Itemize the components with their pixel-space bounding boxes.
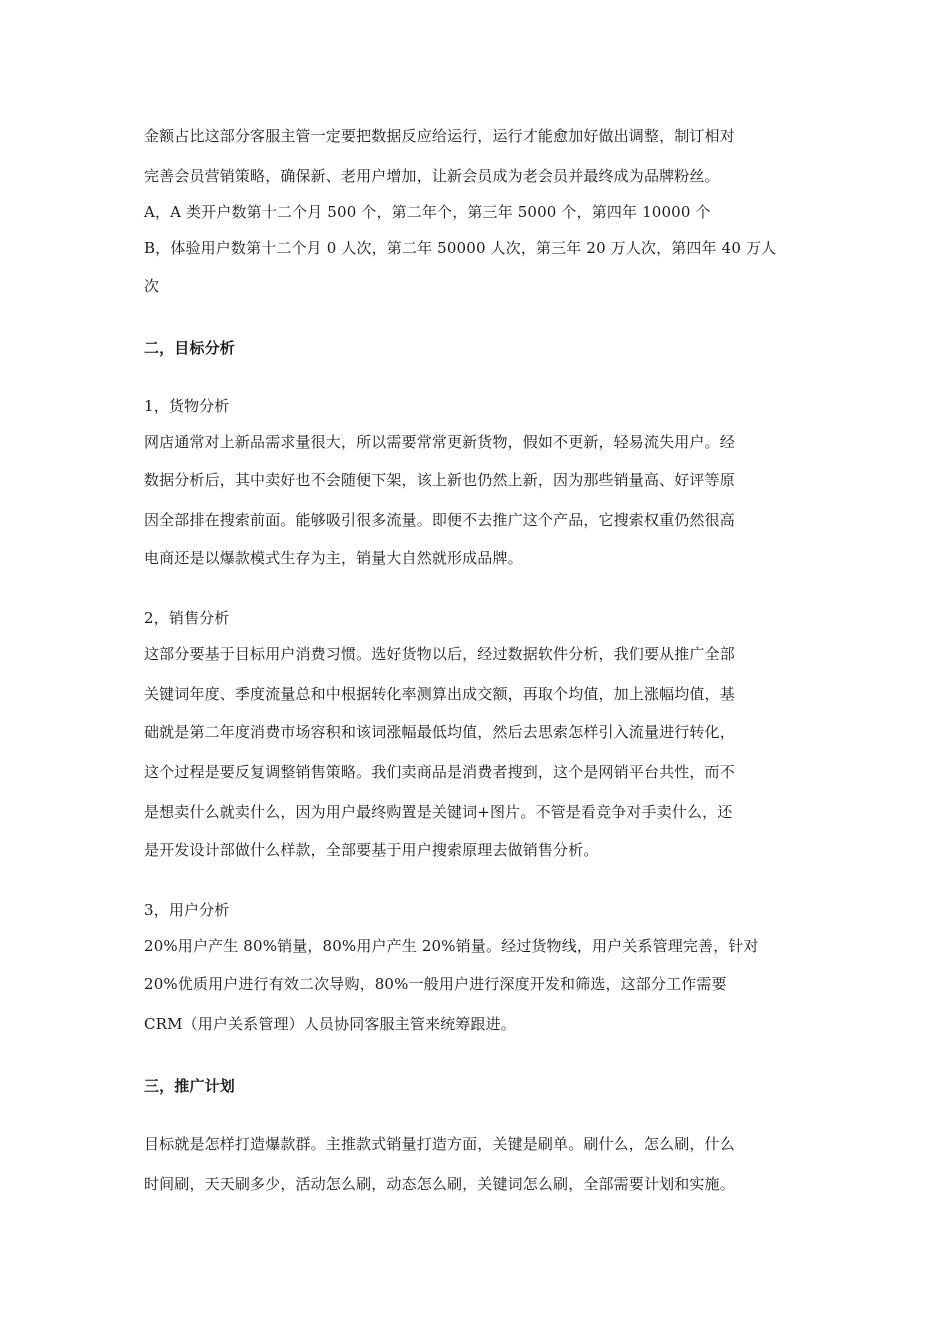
paragraph-line: 是想卖什么就卖什么，因为用户最终购置是关键词+图片。不管是看竞争对手卖什么，还 [144, 803, 733, 821]
paragraph-line: 电商还是以爆款模式生存为主，销量大自然就形成品牌。 [144, 549, 523, 567]
section-heading: 二，目标分析 [144, 339, 235, 357]
paragraph-line: 完善会员营销策略，确保新、老用户增加，让新会员成为老会员并最终成为品牌粉丝。 [144, 167, 720, 185]
paragraph-line: 这个过程是要反复调整销售策略。我们卖商品是消费者搜到，这个是网销平台共性，而不 [144, 763, 735, 781]
section-heading: 三，推广计划 [144, 1077, 235, 1095]
paragraph-line: 关键词年度、季度流量总和中根据转化率测算出成交额，再取个均值，加上涨幅均值，基 [144, 685, 735, 703]
paragraph-line: 次 [144, 277, 160, 295]
paragraph-line: 这部分要基于目标用户消费习惯。选好货物以后，经过数据软件分析，我们要从推广全部 [144, 645, 735, 663]
subsection-title: 2，销售分析 [144, 609, 230, 627]
paragraph-line: CRM（用户关系管理）人员协同客服主管来统筹跟进。 [144, 1015, 516, 1033]
paragraph-line: 20%优质用户进行有效二次导购，80%一般用户进行深度开发和筛选，这部分工作需要 [144, 975, 727, 993]
paragraph-line: 因全部排在搜索前面。能够吸引很多流量。即便不去推广这个产品，它搜索权重仍然很高 [144, 511, 735, 529]
paragraph-line: A，A 类开户数第十二个月 500 个，第二年个，第三年 5000 个，第四年 10000 个 [144, 203, 711, 221]
paragraph-line: 目标就是怎样打造爆款群。主推款式销量打造方面，关键是刷单。刷什么，怎么刷，什么 [144, 1135, 735, 1153]
paragraph-line: 金额占比这部分客服主管一定要把数据反应给运行，运行才能愈加好做出调整，制订相对 [144, 127, 735, 145]
paragraph-line: 是开发设计部做什么样款，全部要基于用户搜索原理去做销售分析。 [144, 841, 599, 859]
paragraph-line: 础就是第二年度消费市场容积和该词涨幅最低均值，然后去思索怎样引入流量进行转化， [144, 723, 735, 741]
paragraph-line: B，体验用户数第十二个月 0 人次，第二年 50000 人次，第三年 20 万人次，第四年 40 万人 [144, 239, 777, 257]
subsection-title: 3，用户分析 [144, 901, 230, 919]
subsection-title: 1，货物分析 [144, 397, 230, 415]
paragraph-line: 20%用户产生 80%销量，80%用户产生 20%销量。经过货物线，用户关系管理完善，针对 [144, 937, 759, 955]
paragraph-line: 网店通常对上新品需求量很大，所以需要常常更新货物，假如不更新，轻易流失用户。经 [144, 433, 735, 451]
paragraph-line: 数据分析后，其中卖好也不会随便下架，该上新也仍然上新，因为那些销量高、好评等原 [144, 471, 735, 489]
paragraph-line: 时间刷，天天刷多少，活动怎么刷，动态怎么刷，关键词怎么刷，全部需要计划和实施。 [144, 1175, 735, 1193]
